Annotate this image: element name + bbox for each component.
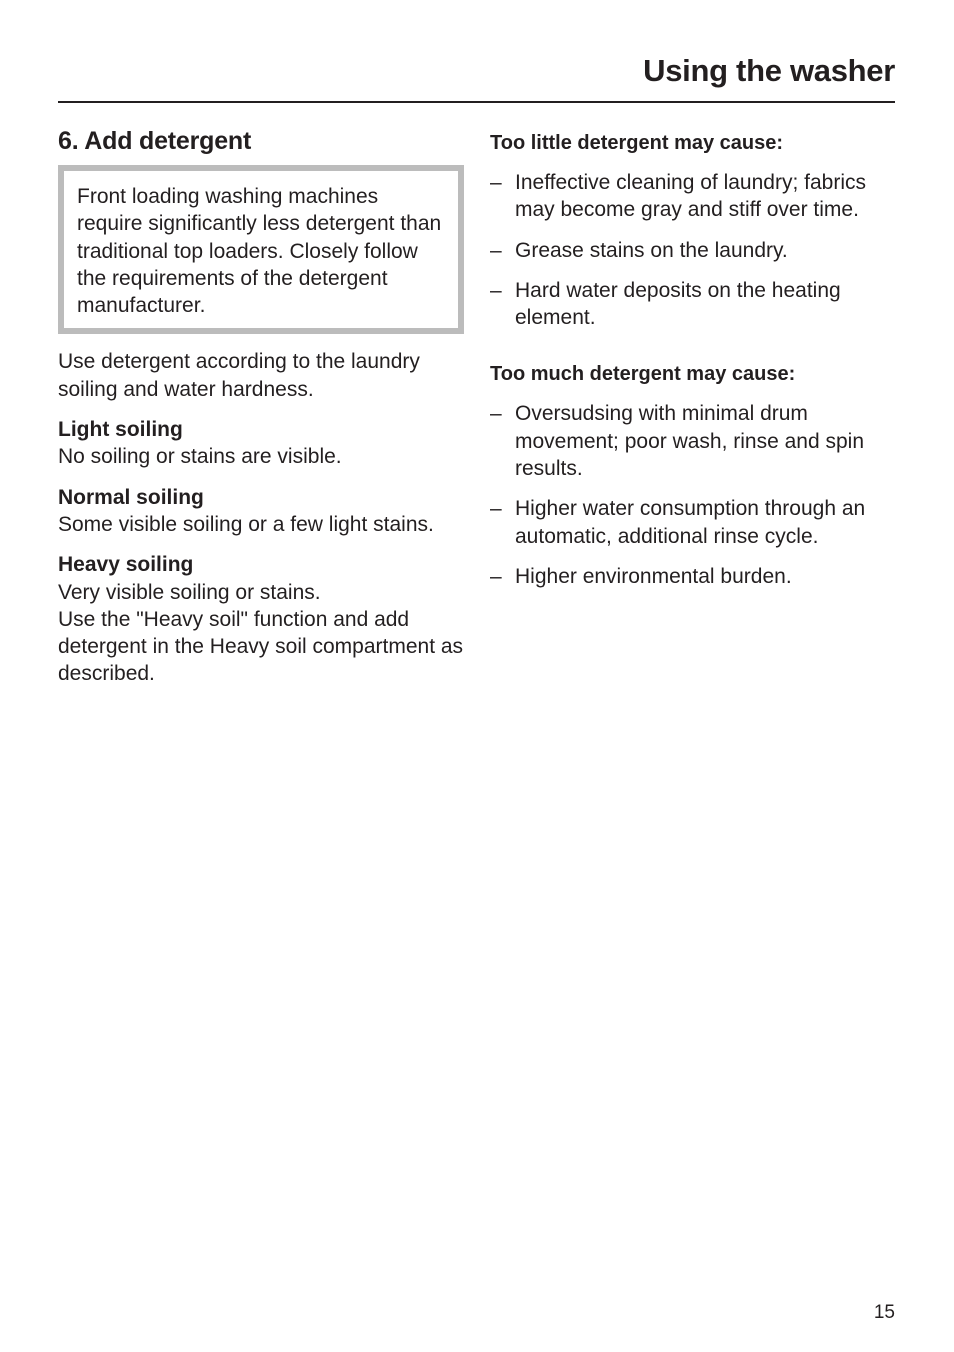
list-item — [490, 563, 895, 590]
soiling-description: No soiling or stains are visible. — [58, 445, 342, 469]
list-item — [490, 400, 895, 482]
soiling-normal — [58, 484, 468, 539]
list-item-text: Hard water deposits on the heating element. — [515, 278, 841, 330]
soiling-heavy — [58, 551, 468, 687]
list-item-text: Oversudsing with minimal drum movement; poor wash, rinse and spin results. — [515, 402, 865, 481]
soiling-light — [58, 416, 468, 471]
dash-bullet: – — [490, 402, 502, 426]
list-item-text: Grease stains on the laundry. — [515, 238, 788, 262]
too-little-heading: Too little detergent may cause: — [490, 132, 784, 154]
dash-bullet: – — [490, 238, 502, 262]
soiling-instruction: Use the "Heavy soil" function and add detergent in the Heavy soil compartment as described. — [58, 607, 464, 686]
dash-bullet: – — [490, 171, 502, 194]
list-item — [490, 169, 895, 224]
dash-bullet: – — [490, 497, 502, 521]
soiling-description: Some visible soiling or a few light stains. — [58, 512, 434, 536]
right-column — [490, 128, 895, 590]
too-little-list — [490, 169, 895, 331]
dash-bullet: – — [490, 278, 502, 302]
intro-paragraph: Use detergent according to the laundry soiling and water hardness. — [58, 350, 420, 401]
list-item-text: Ineffective cleaning of laundry; fabrics may become gray and stiff over time. — [515, 171, 866, 222]
list-item — [490, 277, 895, 332]
list-item — [490, 495, 895, 550]
list-item-text: Higher water consumption through an automatic, additional rinse cycle. — [515, 497, 866, 548]
soiling-heading: Light soiling — [58, 418, 183, 442]
page-number: 15 — [873, 1302, 895, 1323]
page-title: Using the washer — [643, 53, 895, 88]
list-item-text: Higher environmental burden. — [515, 564, 792, 588]
list-item — [490, 237, 895, 264]
soiling-heading: Heavy soiling — [58, 553, 194, 577]
page-header — [58, 50, 895, 103]
too-much-list — [490, 400, 895, 590]
soiling-heading: Normal soiling — [58, 485, 204, 509]
section-title: 6. Add detergent — [58, 127, 252, 155]
soiling-description: Very visible soiling or stains. — [58, 580, 321, 604]
note-box: Front loading washing machines require significantly less detergent than traditional top loaders. Closely follow the requirements of the detergent manufacturer. — [58, 165, 464, 334]
left-column — [58, 124, 468, 688]
dash-bullet: – — [490, 564, 502, 588]
too-much-heading: Too much detergent may cause: — [490, 363, 796, 386]
